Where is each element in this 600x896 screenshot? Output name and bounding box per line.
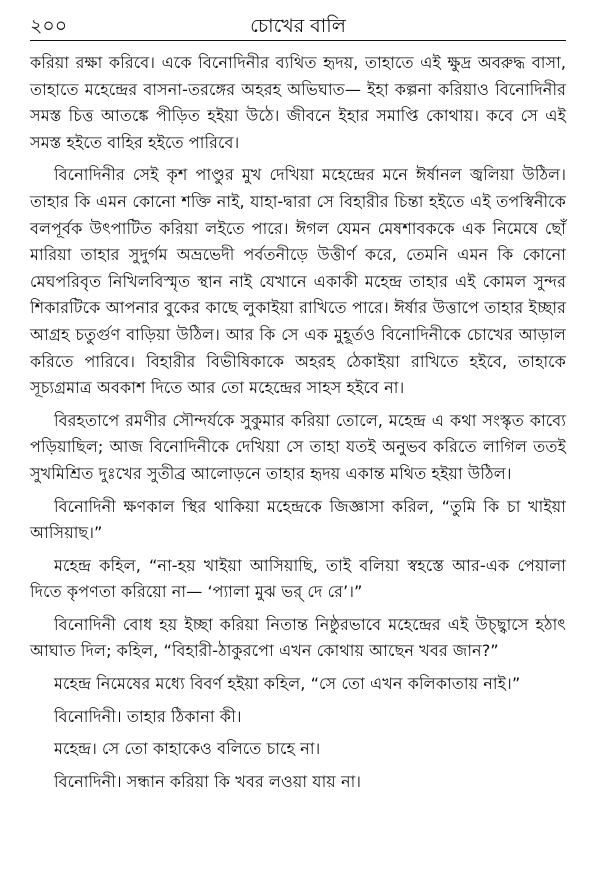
paragraph: বিরহতাপে রমণীর সৌন্দর্যকে সুকুমার করিয়া তোলে, মহেন্দ্র এ কথা সংস্কৃত কাব্যে পড়িয়াছিল; আজ বিনোদিনীকে দেখিয়া সে তাহা যতই অনুভব করিতে লাগিল ততই সুখমিশ্রিত দুঃখের সুতীব্র আলোড়নে তাহার হৃদয় একান্ত মথিত হইয়া উঠিল। <box>30 410 566 483</box>
paragraph: মহেন্দ্র কহিল, “না-হয় খাইয়া আসিয়াছি, তাই বলিয়া স্বহস্তে আর-এক পেয়ালা দিতে কৃপণতা করিয়ো না— ‘প্যালা মুঝ ভর্ দে রে’।” <box>30 555 566 602</box>
paragraph: বিনোদিনীর সেই কৃশ পাণ্ডুর মুখ দেখিয়া মহেন্দ্রের মনে ঈর্ষানল জ্বলিয়া উঠিল। তাহার কি এমন কোনো শক্তি নাই, যাহা-দ্বারা সে বিহারীর চিন্তা হইতে এই তপস্বিনীকে বলপূর্বক উৎপাটিত করিয়া লইতে পারে। ঈগল যেমন মেষশাবককে এক নিমেষে ছোঁ মারিয়া তাহার সুদুর্গম অভ্রভেদী পর্বতনীড়ে উত্তীর্ণ করে, তেমনি এমন কি কোনো মেঘপরিবৃত নিখিলবিস্মৃত স্থান নাই যেখানে একাকী মহেন্দ্র তাহার এই কোমল সুন্দর শিকারটিকে আপনার বুকের কাছে লুকাইয়া রাখিতে পারে। ঈর্ষার উত্তাপে তাহার ইচ্ছার আগ্রহ চতুর্গুণ বাড়িয়া উঠিল। আর কি সে এক মুহূর্তও বিনোদিনীকে চোখের আড়াল করিতে পারিবে। বিহারীর বিভীষিকাকে অহরহ ঠেকাইয়া রাখিতে হইবে, তাহাকে সূচ্যগ্রমাত্র অবকাশ দিতে আর তো মহেন্দ্রের সাহস হইবে না। <box>30 165 566 398</box>
paragraph: করিয়া রক্ষা করিবে। একে বিনোদিনীর ব্যথিত হৃদয়, তাহাতে এই ক্ষুদ্র অবরুদ্ধ বাসা, তাহাতে মহেন্দ্রের বাসনা-তরঙ্গের অহরহ অভিঘাত— ইহা কল্পনা করিয়াও বিনোদিনীর সমস্ত চিত্ত আতঙ্কে পীড়িত হইয়া উঠে। জীবনে ইহার সমাপ্তি কোথায়। কবে সে এই সমস্ত হইতে বাহির হইতে পারিবে। <box>30 53 566 152</box>
page-header <box>30 8 566 41</box>
dialogue-line: বিনোদিনী। তাহার ঠিকানা কী। <box>54 706 242 726</box>
paragraph: মহেন্দ্র নিমেষের মধ্যে বিবর্ণ হইয়া কহিল, “সে তো এখন কলিকাতায় নাই।” <box>54 674 521 694</box>
body-text <box>30 50 566 801</box>
page-number: ২০০ <box>30 15 68 37</box>
dialogue-line: বিনোদিনী। সন্ধান করিয়া কি খবর লওয়া যায় না। <box>54 771 362 791</box>
paragraph: বিনোদিনী বোধ হয় ইচ্ছা করিয়া নিতান্ত নিষ্ঠুরভাবে মহেন্দ্রের এই উচ্ছ্বাসে হঠাৎ আঘাত দিল; কহিল, “বিহারী-ঠাকুরপো এখন কোথায় আছেন খবর জান?” <box>30 614 566 661</box>
dialogue-line: মহেন্দ্র। সে তো কাহাকেও বলিতে চাহে না। <box>54 739 321 759</box>
paragraph: বিনোদিনী ক্ষণকাল স্থির থাকিয়া মহেন্দ্রকে জিজ্ঞাসা করিল, “তুমি কি চা খাইয়া আসিয়াছ।” <box>30 496 566 543</box>
running-title: চোখের বালি <box>250 15 346 37</box>
